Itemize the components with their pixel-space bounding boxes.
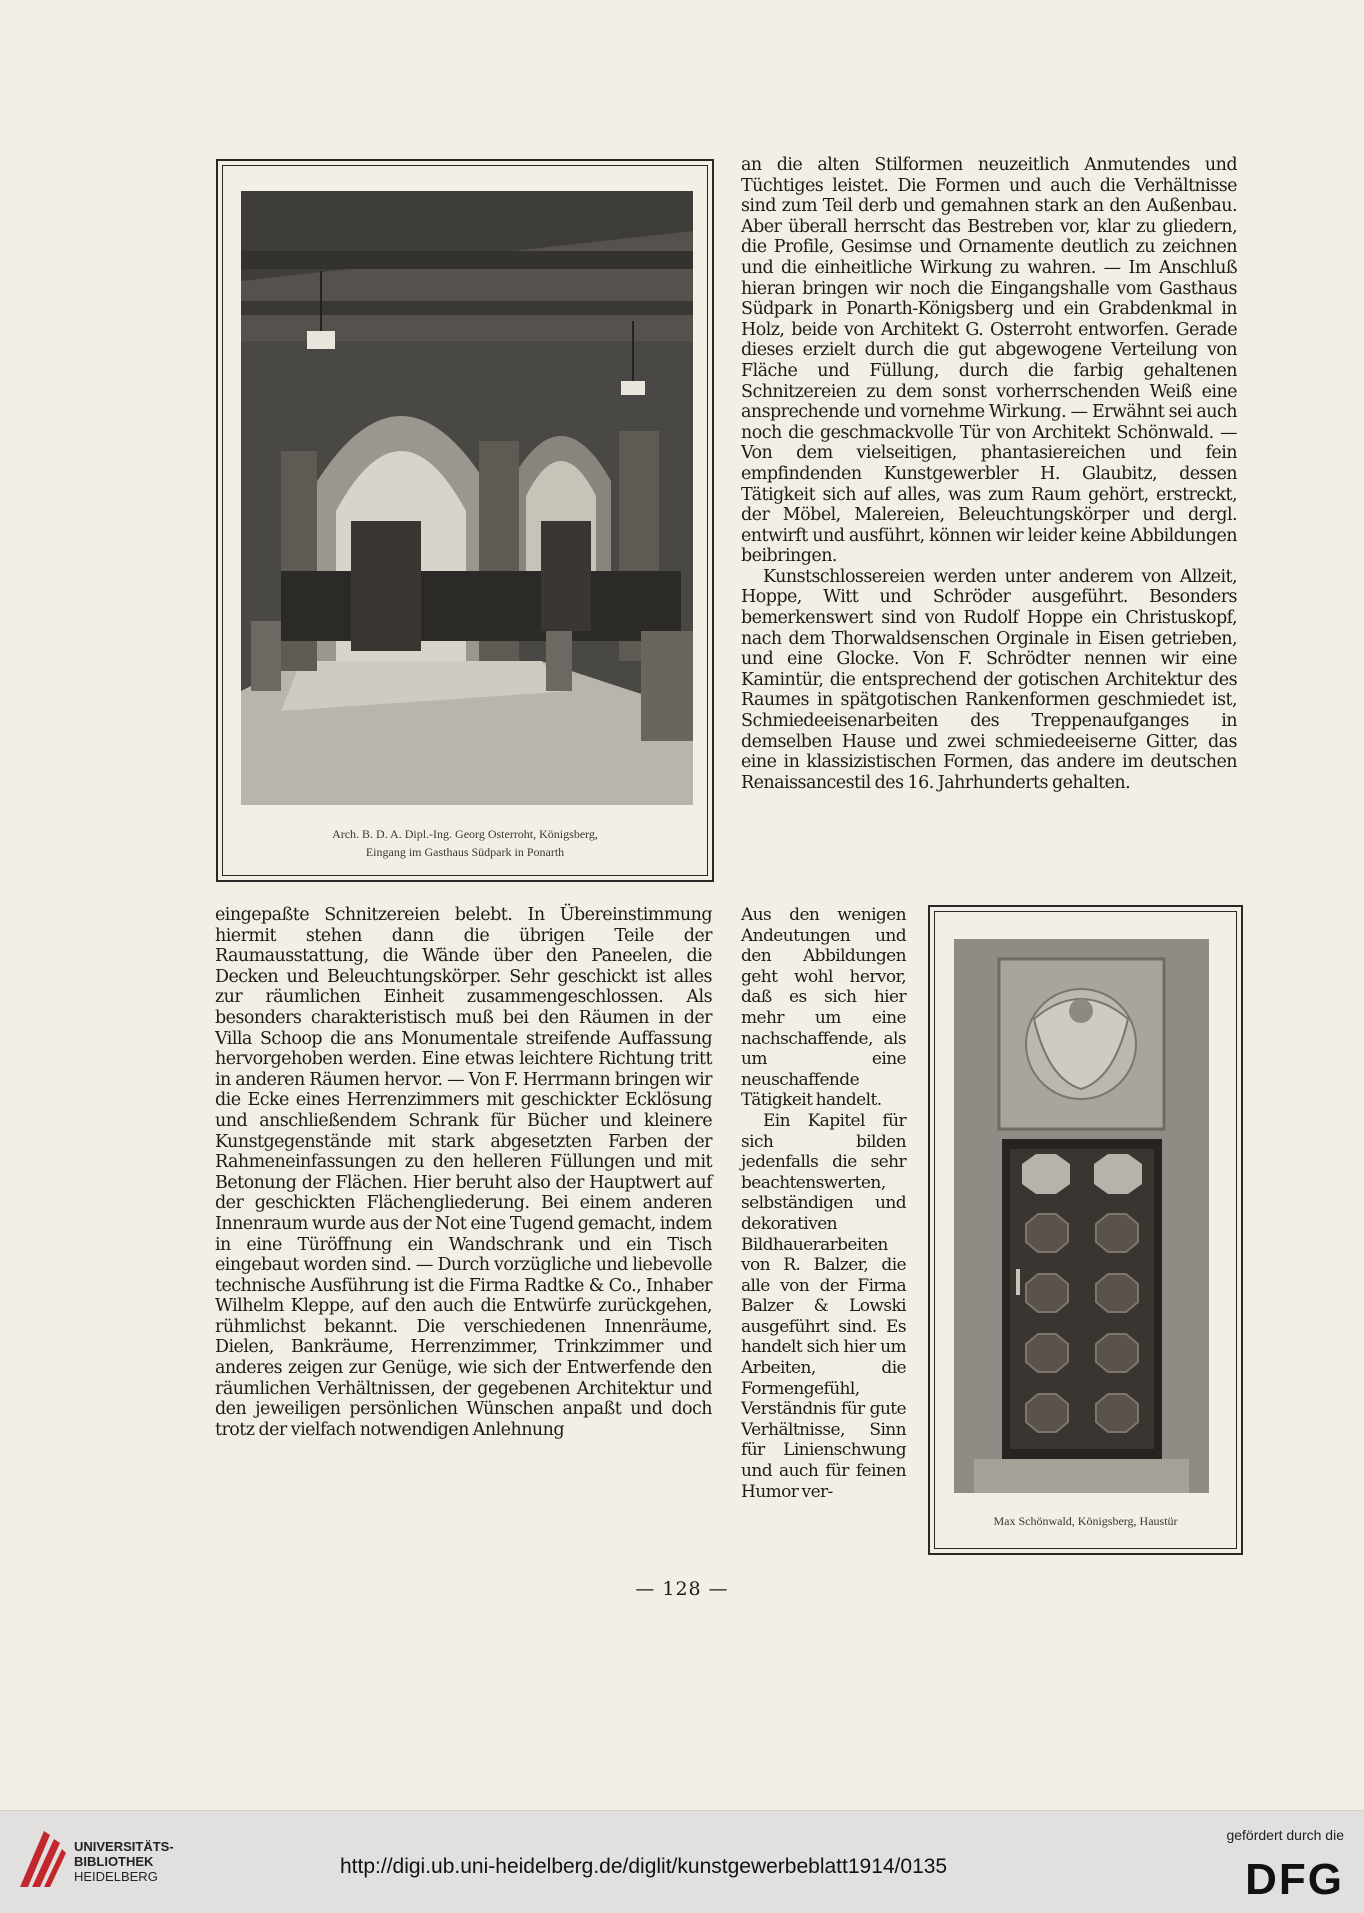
paragraph: Aus den wenigen Andeutungen und den Abbildungen geht wohl hervor, daß es sich hier mehr um eine nachschaffende, als um eine neuschaffende Tätigkeit handelt. xyxy=(741,905,906,1111)
library-name xyxy=(74,1839,174,1884)
library-logo-icon xyxy=(14,1821,70,1893)
front-door-illustration xyxy=(954,939,1209,1493)
paragraph: an die alten Stilformen neuzeitlich Anmutendes und Tüchtiges leistet. Die Formen und auch die Verhältnisse sind zum Teil derb und gemahnen stark an den Außenbau. Aber überall herrscht das Bestreben vor, klar zu gliedern, die Profile, Gesimse und Ornamente deutlich zu zeichnen und die einheitliche Wirkung zu wahren. — Im Anschluß hieran bringen wir noch die Eingangshalle vom Gasthaus Südpark in Ponarth-Königsberg und ein Grabdenkmal in Holz, beide von Architekt G. Osterroht entworfen. Gerade dieses erzielt durch die gut abgewogene Verteilung von Fläche und Füllung, durch die farbig gehaltenen Schnitzereien zu dem sonst vorherrschenden Weiß eine ansprechende und vornehme Wirkung. — Erwähnt sei auch noch die geschmackvolle Tür von Architekt Schönwald. — Von dem vielseitigen, phantasiereichen und fein empfindenden Kunstgewerbler H. Glaubitz, dessen Tätigkeit sich auf alles, was zum Raum gehört, erstreckt, der Möbel, Malereien, Beleuchtungskörper und dergl. entwirft und ausführt, können wir leider keine Abbildungen beibringen. xyxy=(741,155,1237,567)
paragraph: Kunstschlossereien werden unter anderem von Allzeit, Hoppe, Witt und Schröder ausgeführt. Besonders bemerkenswert sind von Rudolf Hoppe ein Christuskopf, nach dem Thorwaldsenschen Orginale in Eisen getrieben, und eine Glocke. Von F. Schrödter nennen wir eine Kamintür, die entsprechend der gotischen Architektur des Raumes in spätgotischen Rankenformen geschmiedet ist, Schmiedeeisenarbeiten des Treppenaufganges in demselben Hause und zwei schmiedeeiserne Gitter, das eine in klassizistischen Formen, das andere im deutschen Renaissancestil des 16. Jahrhunderts gehalten. xyxy=(741,566,1237,793)
text-column-left-lower xyxy=(215,905,712,1440)
caption-line-1: Arch. B. D. A. Dipl.-Ing. Georg Osterroht, Königsberg, xyxy=(332,827,598,841)
entrance-hall-illustration xyxy=(241,191,693,805)
photo-entrance-hall xyxy=(241,191,693,805)
paragraph: Ein Kapitel für sich bilden jedenfalls die sehr beachtenswerten, selbständigen und dekorativen Bildhauerarbeiten von R. Balzer, die alle von der Firma Balzer & Lowski ausgeführt sind. Es handelt sich hier um Arbeiten, die Formengefühl, Verständnis für gute Verhältnisse, Sinn für Linienschwung und auch für feinen Humor ver- xyxy=(741,1110,906,1502)
paragraph: eingepaßte Schnitzereien belebt. In Übereinstimmung hiermit stehen dann die übrigen Teile der Raumausstattung, die Wände über den Paneelen, die Decken und Beleuchtungskörper. Sehr geschickt ist alles zur räumlichen Einheit zusammengeschlossen. Als besonders charakteristisch muß bei den Räumen in der Villa Schoop die ans Monumentale streifende Auffassung hervorgehoben werden. Eine etwas leichtere Richtung tritt in anderen Räumen hervor. — Von F. Herrmann bringen wir die Ecke eines Herrenzimmers mit geschickter Ecklösung und anschließendem Schrank für Bücher und kleinere Kunstgegenstände mit stark abgesetzten Farben der Rahmeneinfassungen zu den helleren Füllungen und mit Betonung der Flächen. Hier beruht also der Hauptwert auf der geschickten Flächengliederung. Bei einem anderen Innenraum wurde aus der Not eine Tugend gemacht, indem in eine Türöffnung ein Wandschrank und ein Tisch eingebaut worden sind. — Durch vorzügliche und liebevolle technische Ausführung ist die Firma Radtke & Co., Inhaber Wilhelm Kleppe, auf den auch die Entwürfe zurückgehen, rühmlichst bekannt. Die verschiedenen Innenräume, Dielen, Bankräume, Herrenzimmer, Trinkzimmer und anderes zeigen zur Genüge, wie sich der Entwerfende den räumlichen Verhältnissen, der gegebenen Architektur und den jeweiligen persönlichen Wünschen anpaßt und doch trotz der vielfach notwendigen Anlehnung xyxy=(215,905,712,1440)
library-name-line-2: BIBLIOTHEK xyxy=(74,1854,154,1869)
page-number: — 128 — xyxy=(635,1578,729,1600)
figure-entrance-hall xyxy=(216,159,714,882)
source-url[interactable]: http://digi.ub.uni-heidelberg.de/diglit/kunstgewerbeblatt1914/0135 xyxy=(340,1855,948,1878)
photo-front-door xyxy=(954,939,1209,1493)
text-column-narrow xyxy=(741,905,906,1502)
text-column-right-upper xyxy=(741,155,1237,793)
figure-front-door-caption: Max Schönwald, Königsberg, Haustür xyxy=(993,1514,1178,1528)
figure-front-door xyxy=(928,905,1243,1555)
figure-entrance-hall-caption xyxy=(228,825,702,861)
library-name-line-3: HEIDELBERG xyxy=(74,1869,158,1884)
dfg-logo: DFG xyxy=(1245,1855,1344,1904)
library-name-line-1: UNIVERSITÄTS- xyxy=(74,1839,174,1854)
footer-bar xyxy=(0,1810,1364,1913)
sponsor-label: gefördert durch die xyxy=(1226,1827,1344,1843)
caption-line-2: Eingang im Gasthaus Südpark in Ponarth xyxy=(365,845,565,859)
